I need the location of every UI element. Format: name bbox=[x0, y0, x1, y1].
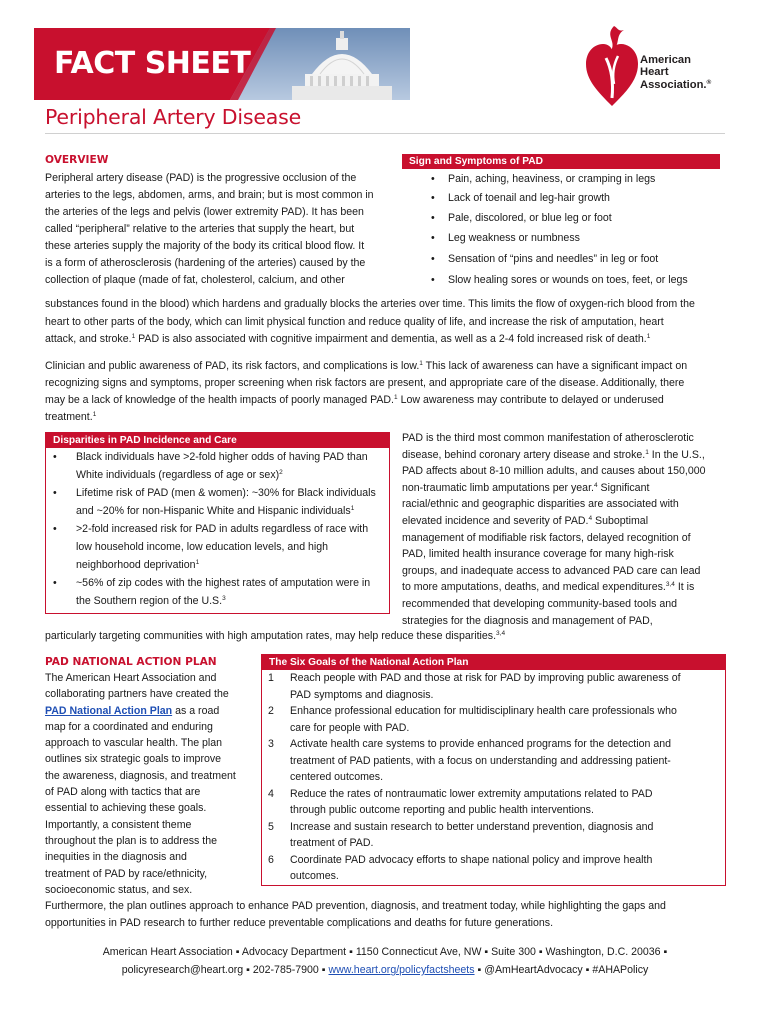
signs-box bbox=[402, 154, 720, 292]
capitol-dome-image bbox=[230, 28, 410, 100]
list-item: • Slow healing sores or wounds on toes, feet, or legs bbox=[424, 270, 720, 290]
list-item: • Leg weakness or numbness bbox=[424, 228, 720, 248]
pad-national-action-plan-link[interactable]: PAD National Action Plan bbox=[45, 704, 173, 717]
fact-sheet-banner bbox=[34, 28, 410, 100]
overview-continuation: substances found in the blood) which hardens and gradually blocks the arteries over time. This limits the flow of oxygen-rich blood from the heart to other parts of the body, which can limit physical function and reduce quality of life, and increase the risk of amputation, heart attack, and stroke.$^1$ PAD is also associated with cognitive impairment and dementia, as well as a 2-4 fold increased risk of death.$^1$ bbox=[45, 298, 695, 345]
goals-list bbox=[262, 670, 725, 885]
list-item: 3 Activate health care systems to provide enhanced programs for the detection and treatment of PAD patients, with a focus on understanding and addressing patient- centered outcomes. bbox=[268, 738, 672, 783]
list-item: • Pale, discolored, or blue leg or foot bbox=[424, 208, 720, 228]
signs-list bbox=[424, 171, 720, 290]
banner-title: FACT SHEET bbox=[54, 46, 251, 81]
overview-line: these arteries supply the majority of the body its critical blood flow. It bbox=[45, 240, 365, 252]
disparities-heading: Disparities in PAD Incidence and Care bbox=[46, 433, 389, 448]
list-item: • Lack of toenail and leg-hair growth bbox=[424, 188, 720, 208]
footer-address: American Heart Association ▪ Advocacy Department ▪ 1150 Connecticut Ave, NW ▪ Suite 300 ▪ Washington, D.C. 20036 ▪ bbox=[102, 946, 668, 958]
heart-torch-icon bbox=[584, 22, 640, 108]
policy-factsheets-link[interactable]: www.heart.org/policyfactsheets bbox=[328, 964, 475, 976]
disparities-box bbox=[45, 432, 390, 614]
six-goals-heading: The Six Goals of the National Action Plan bbox=[262, 655, 725, 670]
list-item: • >2-fold increased risk for PAD in adults regardless of race with low household income, low education levels, and high neighborhood deprivation$^1$ bbox=[46, 520, 389, 574]
nap-paragraph: The American Heart Association and collaborating partners have created the PAD National Action Plan as a road map for a coordinated and enduring approach to vascular health. The plan outlines six strategic goals to improve the awareness, diagnosis, and treatment of PAD along with tactics that are essential to achieving these goals. Importantly, a consistent theme throughout the plan is to address the inequities in the diagnosis and treatment of PAD by race/ethnicity, socioeconomic status, and sex. bbox=[45, 672, 236, 896]
list-item: 5 Increase and sustain research to better understand prevention, diagnosis and treatment of PAD. bbox=[268, 820, 654, 849]
footer-phone: 202-785-7900 bbox=[252, 964, 319, 976]
overview-line: called “peripheral” relative to the arteries that supply the heart, but bbox=[45, 223, 355, 235]
awareness-paragraph: Clinician and public awareness of PAD, its risk factors, and complications is low.$^1$ This lack of awareness can have a significant impact on recognizing signs and symptoms, proper screening when risk factors are present, and appropriate care of the disease. Additionally, there may be a lack of knowledge of the health impacts of poorly managed PAD.$^1$ Low awareness may contribute to delayed or underused treatment.$^1$ bbox=[45, 360, 688, 423]
list-item: 4 Reduce the rates of nontraumatic lower extremity amputations related to PAD through public outcome reporting and public health interventions. bbox=[268, 787, 653, 816]
overview-line: arteries to the legs, abdomen, arms, and brain; but is most common in bbox=[45, 189, 374, 201]
disparities-list bbox=[46, 448, 389, 610]
twitter-handle: @AmHeartAdvocacy bbox=[484, 964, 583, 976]
logo-wordmark: American Heart Association.® bbox=[640, 54, 712, 91]
list-item: 1 Reach people with PAD and those at risk for PAD by improving public awareness of PAD symptoms and diagnosis. bbox=[268, 672, 681, 701]
list-item: • Black individuals have >2-fold higher odds of having PAD than White individuals (regardless of age or sex)$^2$ bbox=[46, 448, 389, 484]
nap-continuation: Furthermore, the plan outlines approach to enhance PAD prevention, diagnosis, and treatment today, while highlighting the gaps and opportunities in PAD research to further reduce preventable complications and deaths for future generations. bbox=[45, 900, 666, 929]
six-goals-box bbox=[261, 654, 726, 886]
title-divider bbox=[45, 133, 725, 134]
nap-heading: PAD NATIONAL ACTION PLAN bbox=[45, 656, 217, 668]
footer-contact: policyresearch@heart.org ▪ 202-785-7900 ▪ www.heart.org/policyfactsheets ▪ @AmHeartAdvocacy ▪ #AHAPolicy bbox=[121, 964, 649, 976]
overview-heading: OVERVIEW bbox=[45, 154, 109, 166]
list-item: 6 Coordinate PAD advocacy efforts to shape national policy and improve health outcomes. bbox=[268, 853, 653, 882]
aha-logo bbox=[580, 20, 740, 110]
overview-intro bbox=[45, 170, 390, 289]
overview-line: collection of plaque (made of fat, cholesterol, calcium, and other bbox=[45, 274, 345, 286]
list-item: • Lifetime risk of PAD (men & women): ~30% for Black individuals and ~20% for non-Hispanic White and Hispanic individuals$^1$ bbox=[46, 484, 389, 520]
prevalence-paragraph: PAD is the third most common manifestation of atherosclerotic disease, behind coronary artery disease and stroke.$^1$ In the U.S., PAD affects about 8-10 million adults, and causes about 150,000 non-traumatic limb amputations per year.$^4$ Significant racial/ethnic and geographic disparities are associated with elevated incidence and severity of PAD.$^4$ Suboptimal management of modifiable risk factors, delayed recognition of PAD, limited health insurance coverage for many high-risk groups, and inadequate access to advanced PAD care can lead to more amputations, deaths, and medical expenditures.$^{3,4}$ It is recommended that developing community-based tools and strategies for the diagnosis and management of PAD, bbox=[402, 432, 706, 627]
prevalence-continuation: particularly targeting communities with high amputation rates, may help reduce these disparities.$^{3,4}$ bbox=[45, 630, 506, 642]
overview-line: is a form of atherosclerosis (hardening of the arteries) caused by the bbox=[45, 257, 366, 269]
list-item: • Sensation of “pins and needles” in leg or foot bbox=[424, 248, 720, 270]
overview-line: Peripheral artery disease (PAD) is the progressive occlusion of the bbox=[45, 172, 357, 184]
document-title: Peripheral Artery Disease bbox=[45, 105, 301, 129]
footer-email[interactable]: policyresearch@heart.org bbox=[121, 964, 244, 976]
signs-heading: Sign and Symptoms of PAD bbox=[402, 154, 720, 169]
list-item: 2 Enhance professional education for multidisciplinary health care professionals who care for people with PAD. bbox=[268, 705, 677, 734]
list-item: • Pain, aching, heaviness, or cramping in legs bbox=[424, 171, 720, 188]
list-item: • ~56% of zip codes with the highest rates of amputation were in the Southern region of the U.S.$^3$ bbox=[46, 574, 389, 610]
overview-line: the arteries of the legs and pelvis (lower extremity PAD). It has been bbox=[45, 206, 364, 218]
hashtag: #AHAPolicy bbox=[592, 964, 649, 976]
